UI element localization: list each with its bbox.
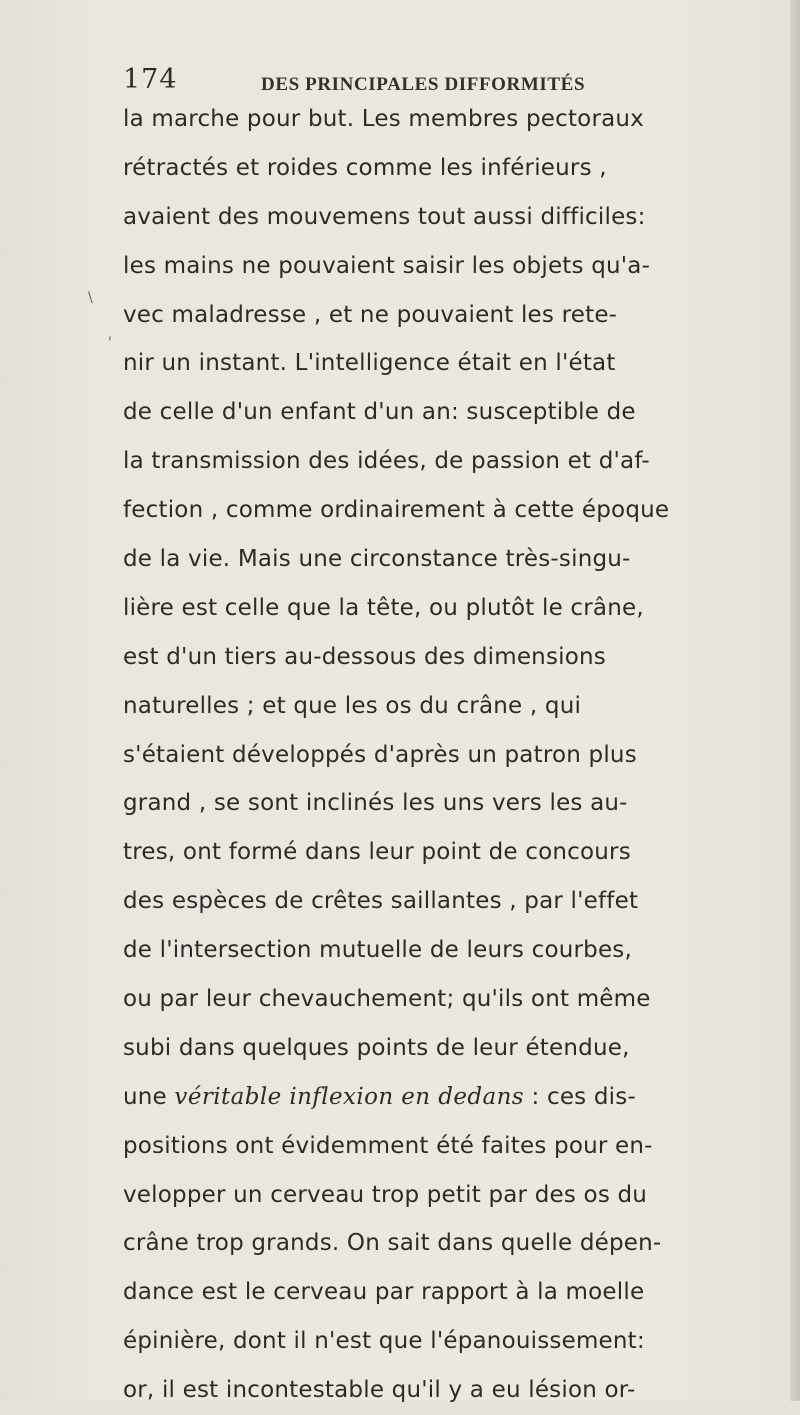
text-line: naturelles ; et que les os du crâne , qui: [123, 692, 582, 719]
text-line: positions ont évidemment été faites pour en-: [123, 1132, 653, 1159]
italic-phrase: véritable inflexion en dedans: [174, 1083, 525, 1110]
text-line: [123, 1073, 643, 1122]
line-text-before-italic: une: [123, 1083, 175, 1110]
text-line: nir un instant. L'intelligence était en l'état: [123, 350, 616, 377]
text-line: velopper un cerveau trop petit par des os du: [123, 1181, 648, 1208]
text-line: fection , comme ordinairement à cette époque: [123, 497, 670, 524]
text-line: crâne trop grands. On sait dans quelle dépen-: [123, 1230, 662, 1257]
body-text: [123, 95, 670, 1415]
text-line: dance est le cerveau par rapport à la moelle: [123, 1279, 645, 1306]
text-line: rétractés et roides comme les inférieurs ,: [123, 154, 607, 181]
text-line: est d'un tiers au-dessous des dimensions: [123, 643, 606, 670]
text-line: vec maladresse , et ne pouvaient les rete-: [123, 301, 618, 328]
margin-mark: ': [108, 335, 112, 351]
margin-mark: \: [88, 290, 93, 306]
page-number: 174: [123, 64, 178, 95]
text-line: ou par leur chevauchement; qu'ils ont même: [123, 986, 651, 1013]
text-line: épinière, dont il n'est que l'épanouissement:: [123, 1328, 645, 1355]
text-line: de celle d'un enfant d'un an: susceptible de: [123, 399, 636, 426]
text-line: tres, ont formé dans leur point de concours: [123, 839, 631, 866]
text-line: or, il est incontestable qu'il y a eu lésion or-: [123, 1377, 636, 1404]
running-head: DES PRINCIPALES DIFFORMITÉS: [261, 74, 586, 95]
line-text-after-italic: : ces dis-: [524, 1083, 636, 1110]
text-line: de l'intersection mutuelle de leurs courbes,: [123, 937, 633, 964]
text-line: la transmission des idées, de passion et d'af-: [123, 448, 650, 475]
text-line: les mains ne pouvaient saisir les objets qu'a-: [123, 252, 651, 279]
text-line: subi dans quelques points de leur étendue,: [123, 1034, 630, 1061]
text-line: avaient des mouvemens tout aussi difficiles:: [123, 203, 646, 230]
page-edge-shadow: [790, 0, 800, 1401]
text-line: s'étaient développés d'après un patron plus: [123, 741, 637, 768]
text-line: lière est celle que la tête, ou plutôt le crâne,: [123, 594, 644, 621]
text-line: grand , se sont inclinés les uns vers les au-: [123, 790, 628, 817]
text-line: des espèces de crêtes saillantes , par l'effet: [123, 888, 639, 915]
text-line: la marche pour but. Les membres pectoraux: [123, 106, 644, 132]
text-line: de la vie. Mais une circonstance très-singu-: [123, 546, 631, 573]
